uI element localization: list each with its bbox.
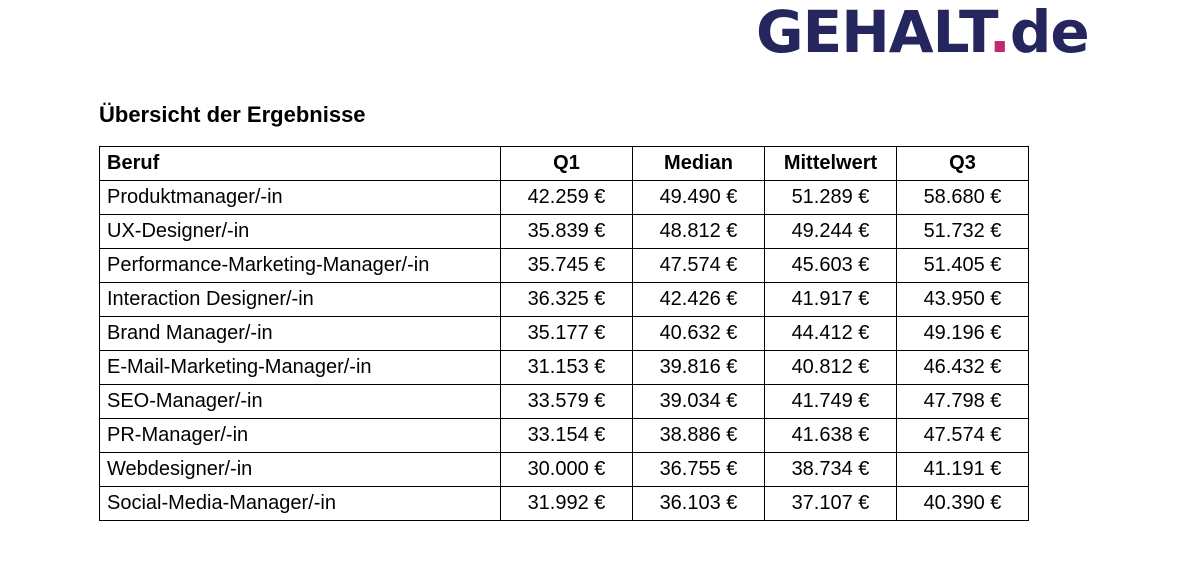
cell-q1: 35.745 € — [501, 249, 633, 283]
cell-q1: 35.839 € — [501, 215, 633, 249]
cell-mittelwert: 41.749 € — [765, 385, 897, 419]
cell-median: 39.816 € — [633, 351, 765, 385]
cell-median: 48.812 € — [633, 215, 765, 249]
header-q3: Q3 — [897, 147, 1029, 181]
cell-q1: 33.154 € — [501, 419, 633, 453]
cell-q1: 36.325 € — [501, 283, 633, 317]
cell-beruf: UX-Designer/-in — [100, 215, 501, 249]
cell-mittelwert: 49.244 € — [765, 215, 897, 249]
cell-beruf: Brand Manager/-in — [100, 317, 501, 351]
cell-mittelwert: 37.107 € — [765, 487, 897, 521]
cell-beruf: Social-Media-Manager/-in — [100, 487, 501, 521]
table-row — [100, 249, 1029, 283]
cell-median: 36.103 € — [633, 487, 765, 521]
salary-results-table — [99, 146, 1029, 521]
cell-median: 40.632 € — [633, 317, 765, 351]
header-mittelwert: Mittelwert — [765, 147, 897, 181]
cell-beruf: Interaction Designer/-in — [100, 283, 501, 317]
logo-text-tld: de — [1009, 0, 1089, 66]
cell-mittelwert: 38.734 € — [765, 453, 897, 487]
cell-beruf: Performance-Marketing-Manager/-in — [100, 249, 501, 283]
cell-median: 39.034 € — [633, 385, 765, 419]
cell-mittelwert: 41.917 € — [765, 283, 897, 317]
cell-median: 47.574 € — [633, 249, 765, 283]
header-q1: Q1 — [501, 147, 633, 181]
cell-q3: 43.950 € — [897, 283, 1029, 317]
logo-dot: . — [988, 0, 1010, 66]
cell-median: 42.426 € — [633, 283, 765, 317]
cell-median: 49.490 € — [633, 181, 765, 215]
table-header-row — [100, 147, 1029, 181]
results-heading: Übersicht der Ergebnisse — [99, 102, 366, 127]
table-row — [100, 453, 1029, 487]
cell-q3: 51.405 € — [897, 249, 1029, 283]
table-row — [100, 351, 1029, 385]
table-row — [100, 283, 1029, 317]
table-row — [100, 419, 1029, 453]
cell-mittelwert: 41.638 € — [765, 419, 897, 453]
cell-q1: 31.153 € — [501, 351, 633, 385]
cell-q3: 47.798 € — [897, 385, 1029, 419]
cell-beruf: Webdesigner/-in — [100, 453, 501, 487]
gehalt-logo — [756, 0, 1089, 64]
cell-q1: 30.000 € — [501, 453, 633, 487]
cell-mittelwert: 51.289 € — [765, 181, 897, 215]
cell-q3: 47.574 € — [897, 419, 1029, 453]
cell-q3: 40.390 € — [897, 487, 1029, 521]
cell-mittelwert: 40.812 € — [765, 351, 897, 385]
cell-q3: 46.432 € — [897, 351, 1029, 385]
table-row — [100, 487, 1029, 521]
logo-text-main: GEHALT — [756, 0, 989, 66]
cell-beruf: Produktmanager/-in — [100, 181, 501, 215]
cell-median: 36.755 € — [633, 453, 765, 487]
cell-q1: 42.259 € — [501, 181, 633, 215]
cell-beruf: PR-Manager/-in — [100, 419, 501, 453]
cell-q3: 51.732 € — [897, 215, 1029, 249]
cell-beruf: SEO-Manager/-in — [100, 385, 501, 419]
cell-q1: 31.992 € — [501, 487, 633, 521]
table-row — [100, 215, 1029, 249]
cell-beruf: E-Mail-Marketing-Manager/-in — [100, 351, 501, 385]
cell-median: 38.886 € — [633, 419, 765, 453]
cell-q1: 33.579 € — [501, 385, 633, 419]
cell-mittelwert: 45.603 € — [765, 249, 897, 283]
table-row — [100, 181, 1029, 215]
table-row — [100, 385, 1029, 419]
header-median: Median — [633, 147, 765, 181]
cell-q3: 41.191 € — [897, 453, 1029, 487]
cell-q1: 35.177 € — [501, 317, 633, 351]
cell-q3: 49.196 € — [897, 317, 1029, 351]
table-row — [100, 317, 1029, 351]
cell-mittelwert: 44.412 € — [765, 317, 897, 351]
cell-q3: 58.680 € — [897, 181, 1029, 215]
header-beruf: Beruf — [100, 147, 501, 181]
